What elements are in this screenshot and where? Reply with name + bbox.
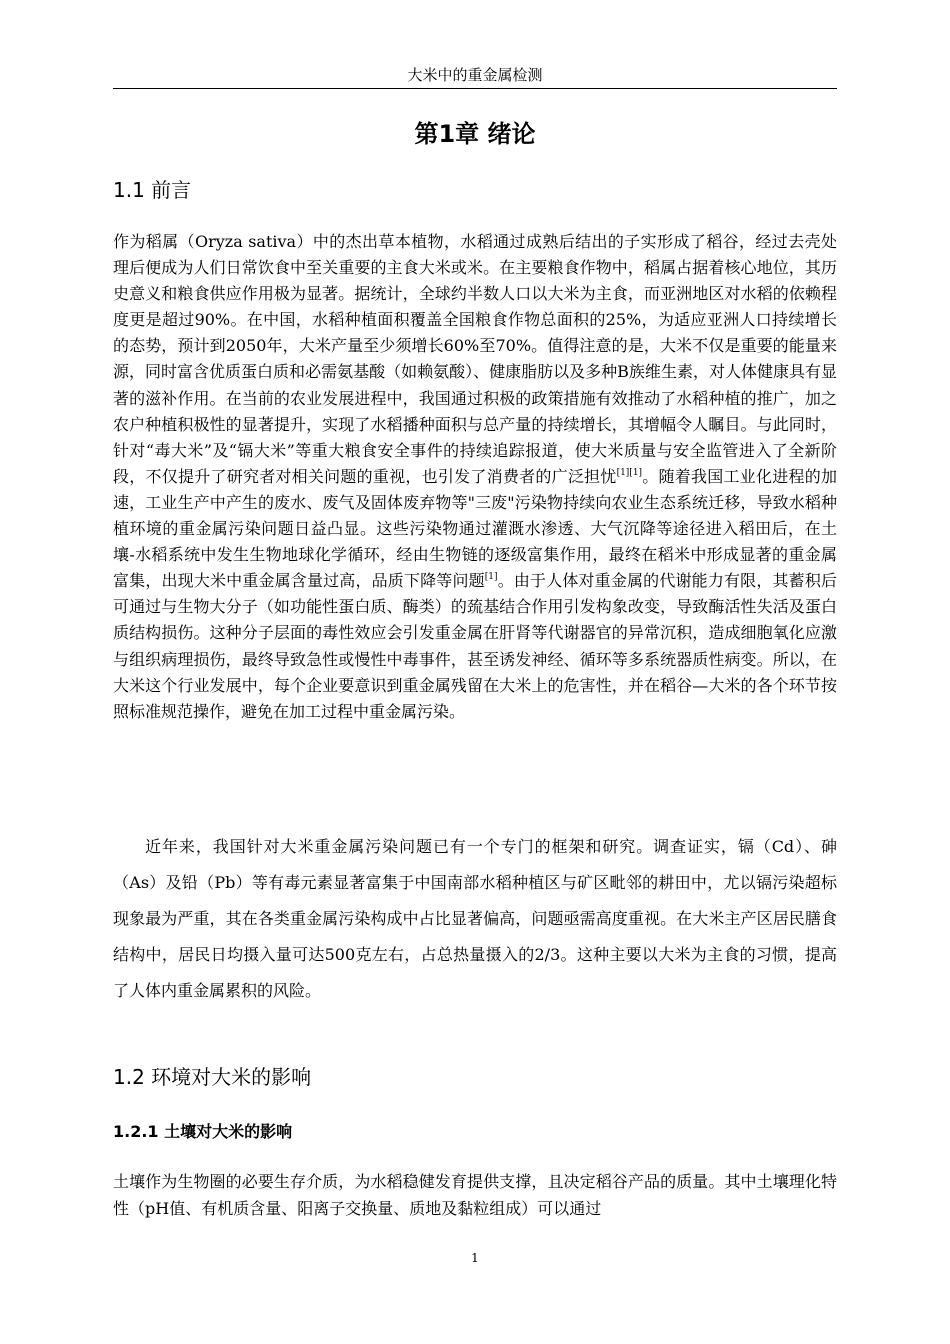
paragraph-text: 作为稻属（Oryza sativa）中的杰出草本植物，水稻通过成熟后结出的子实形成了稻谷，经过去壳处理后便成为人们日常饮食中至关重要的主食大米或米。在主要粮食作物中，稻属占据着核心地位，其历史意义和粮食供应作用极为显著。据统计，全球约半数人口以大米为主食，而亚洲地区对水稻的依赖程度更是超过90%。在中国，水稻种植面积覆盖全国粮食作物总面积的25%，为适应亚洲人口持续增长的态势，预计到2050年，大米产量至少须增长60%至70%。值得注意的是，大米不仅是重要的能量来源，同时富含优质蛋白质和必需氨基酸（如赖氨酸）、健康脂肪以及多种B族维生素，对人体健康具有显著的滋补作用。在当前的农业发展进程中，我国通过积极的政策措施有效推动了水稻种植的推广，加之农户种植积极性的显著提升，实现了水稻播种面积与总产量的持续增长，其增幅令人瞩目。与此同时，针对“毒大米”及“镉大米”等重大粮食安全事件的持续追踪报道，使大米质量与安全监管进入了全新阶段，不仅提升了研究者对相关问题的重视，也引发了消费者的广泛担忧 [113,232,837,486]
paragraph-recent-research: 近年来，我国针对大米重金属污染问题已有一个专门的框架和研究。调查证实，镉（Cd）、砷（As）及铅（Pb）等有毒元素显著富集于中国南部水稻种植区与矿区毗邻的耕田中，尤以镉污染超标现象最为严重，其在各类重金属污染构成中占比显著偏高，问题亟需高度重视。在大米主产区居民膳食结构中，居民日均摄入量可达500克左右，占总热量摄入的2/3。这种主要以大米为主食的习惯，提高了人体内重金属累积的风险。 [113,837,837,1000]
running-header: 大米中的重金属检测 [407,66,543,84]
header-rule [113,88,837,89]
section-heading-preface: 1.1 前言 [113,178,192,202]
paragraph-preface [113,229,837,725]
section-heading-environment: 1.2 环境对大米的影响 [113,1065,312,1089]
chapter-title: 第1章 绪论 [414,120,536,148]
citation-ref: [1] [484,572,498,583]
citation-ref: [1][1] [616,467,643,478]
paragraph-text: 。由于人体对重金属的代谢能力有限，其蓄积后可通过与生物大分子（如功能性蛋白质、酶类）的巯基结合作用引发构象改变，导致酶活性失活及蛋白质结构损伤。这种分子层面的毒性效应会引发重金属在肝肾等代谢器官的异常沉积，造成细胞氧化应激与组织病理损伤，最终导致急性或慢性中毒事件，甚至诱发神经、循环等多系统器质性病变。所以，在大米这个行业发展中，每个企业要意识到重金属残留在大米上的危害性，并在稻谷—大米的各个环节按照标准规范操作，避免在加工过程中重金属污染。 [113,571,837,721]
subsection-heading-soil: 1.2.1 土壤对大米的影响 [113,1122,293,1141]
paragraph-soil: 土壤作为生物圈的必要生存介质，为水稻稳健发育提供支撑，且决定稻谷产品的质量。其中土壤理化特性（pH值、有机质含量、阳离子交换量、质地及黏粒组成）可以通过 [113,1172,837,1218]
paragraph-text: 。随着我国工业化进程的加速，工业生产中产生的废水、废气及固体废弃物等"三废"污染物持续向农业生态系统迁移，导致水稻种植环境的重金属污染问题日益凸显。这些污染物通过灌溉水渗透、大气沉降等途径进入稻田后，在土壤-水稻系统中发生生物地球化学循环，经由生物链的逐级富集作用，最终在稻米中形成显著的重金属富集，出现大米中重金属含量过高，品质下降等问题 [113,466,837,591]
page-number: 1 [471,1251,479,1265]
